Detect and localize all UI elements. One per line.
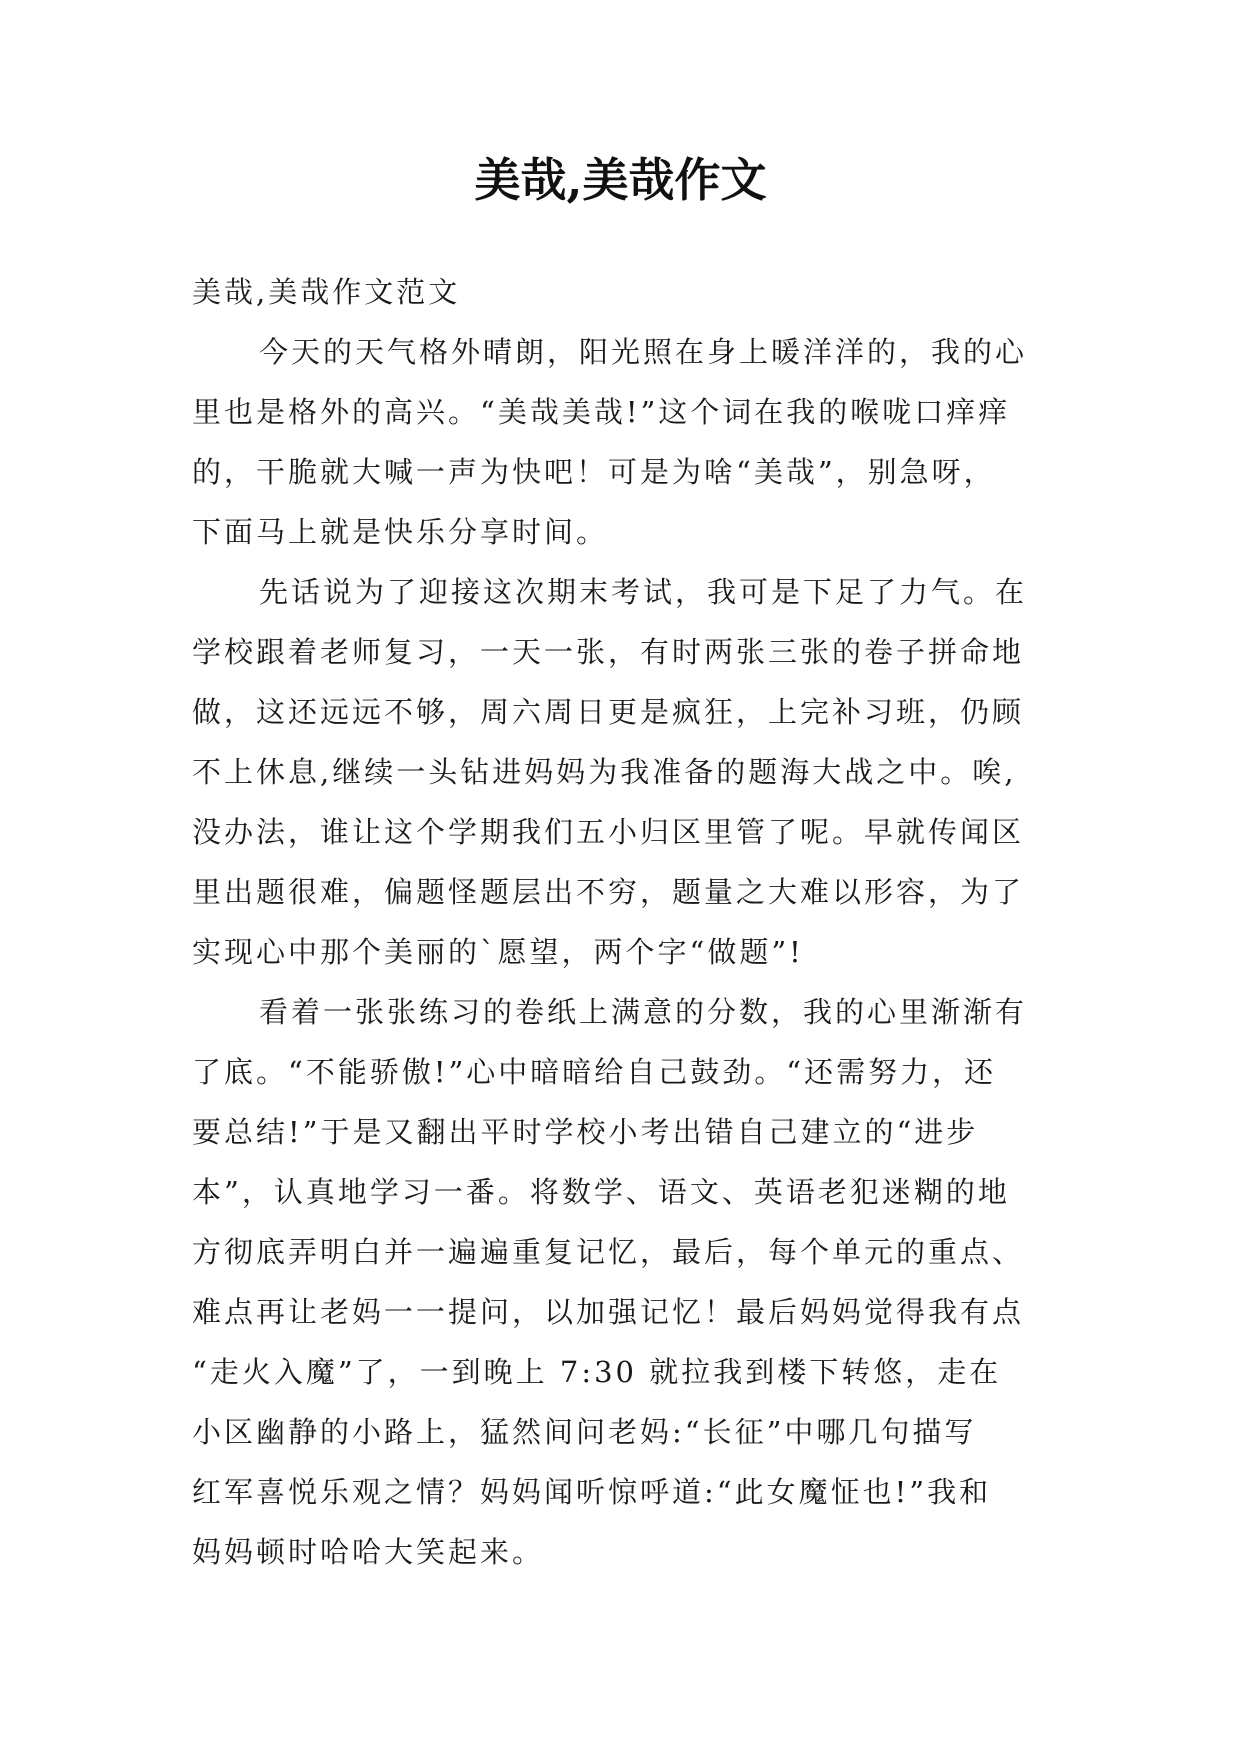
paragraph-3-line-2: 了底。“不能骄傲!”心中暗暗给自己鼓劲。“还需努力，还 [192,1055,997,1089]
paragraph-3-line-1: 看着一张张练习的卷纸上满意的分数，我的心里渐渐有 [259,995,1028,1029]
paragraph-2-line-3: 做，这还远远不够，周六周日更是疯狂，上完补习班，仍顾 [192,695,1025,729]
paragraph-2-line-6: 里出题很难，偏题怪题层出不穷，题量之大难以形容，为了 [192,875,1025,909]
paragraph-3-line-5: 方彻底弄明白并一遍遍重复记忆，最后，每个单元的重点、 [192,1235,1025,1269]
paragraph-1-line-2: 里也是格外的高兴。“美哉美哉!”这个词在我的喉咙口痒痒 [192,395,1011,429]
document-body [192,262,1072,1582]
paragraph-1-line-3: 的，干脆就大喊一声为快吧！可是为啥“美哉”，别急呀， [192,455,996,489]
paragraph-2-line-1: 先话说为了迎接这次期末考试，我可是下足了力气。在 [259,575,1028,609]
paragraph-2-line-2: 学校跟着老师复习，一天一张，有时两张三张的卷子拼命地 [192,635,1025,669]
paragraph-2-line-5: 没办法，谁让这个学期我们五小归区里管了呢。早就传闻区 [192,815,1025,849]
paragraph-3-line-9: 红军喜悦乐观之情？妈妈闻听惊呼道:“此女魔怔也!”我和 [192,1475,992,1509]
paragraph-3-line-7: “走火入魔”了，一到晚上 7:30 就拉我到楼下转悠，走在 [192,1355,1002,1389]
subtitle-line: 美哉,美哉作文范文 [192,275,461,309]
paragraph-2-line-4: 不上休息,继续一头钻进妈妈为我准备的题海大战之中。唉, [192,755,1017,789]
paragraph-2-line-7: 实现心中那个美丽的`愿望，两个字“做题”! [192,935,804,969]
paragraph-3-line-10: 妈妈顿时哈哈大笑起来。 [192,1535,545,1569]
paragraph-3-line-3: 要总结!”于是又翻出平时学校小考出错自己建立的“进步 [192,1115,979,1149]
paragraph-3-line-8: 小区幽静的小路上，猛然间问老妈:“长征”中哪几句描写 [192,1415,977,1449]
paragraph-3-line-4: 本”，认真地学习一番。将数学、语文、英语老犯迷糊的地 [192,1175,1010,1209]
paragraph-3-line-6: 难点再让老妈一一提问，以加强记忆！最后妈妈觉得我有点 [192,1295,1025,1329]
paragraph-1-line-4: 下面马上就是快乐分享时间。 [192,515,609,549]
document-title: 美哉,美哉作文 [474,153,767,207]
paragraph-1-line-1: 今天的天气格外晴朗，阳光照在身上暖洋洋的，我的心 [259,335,1028,369]
